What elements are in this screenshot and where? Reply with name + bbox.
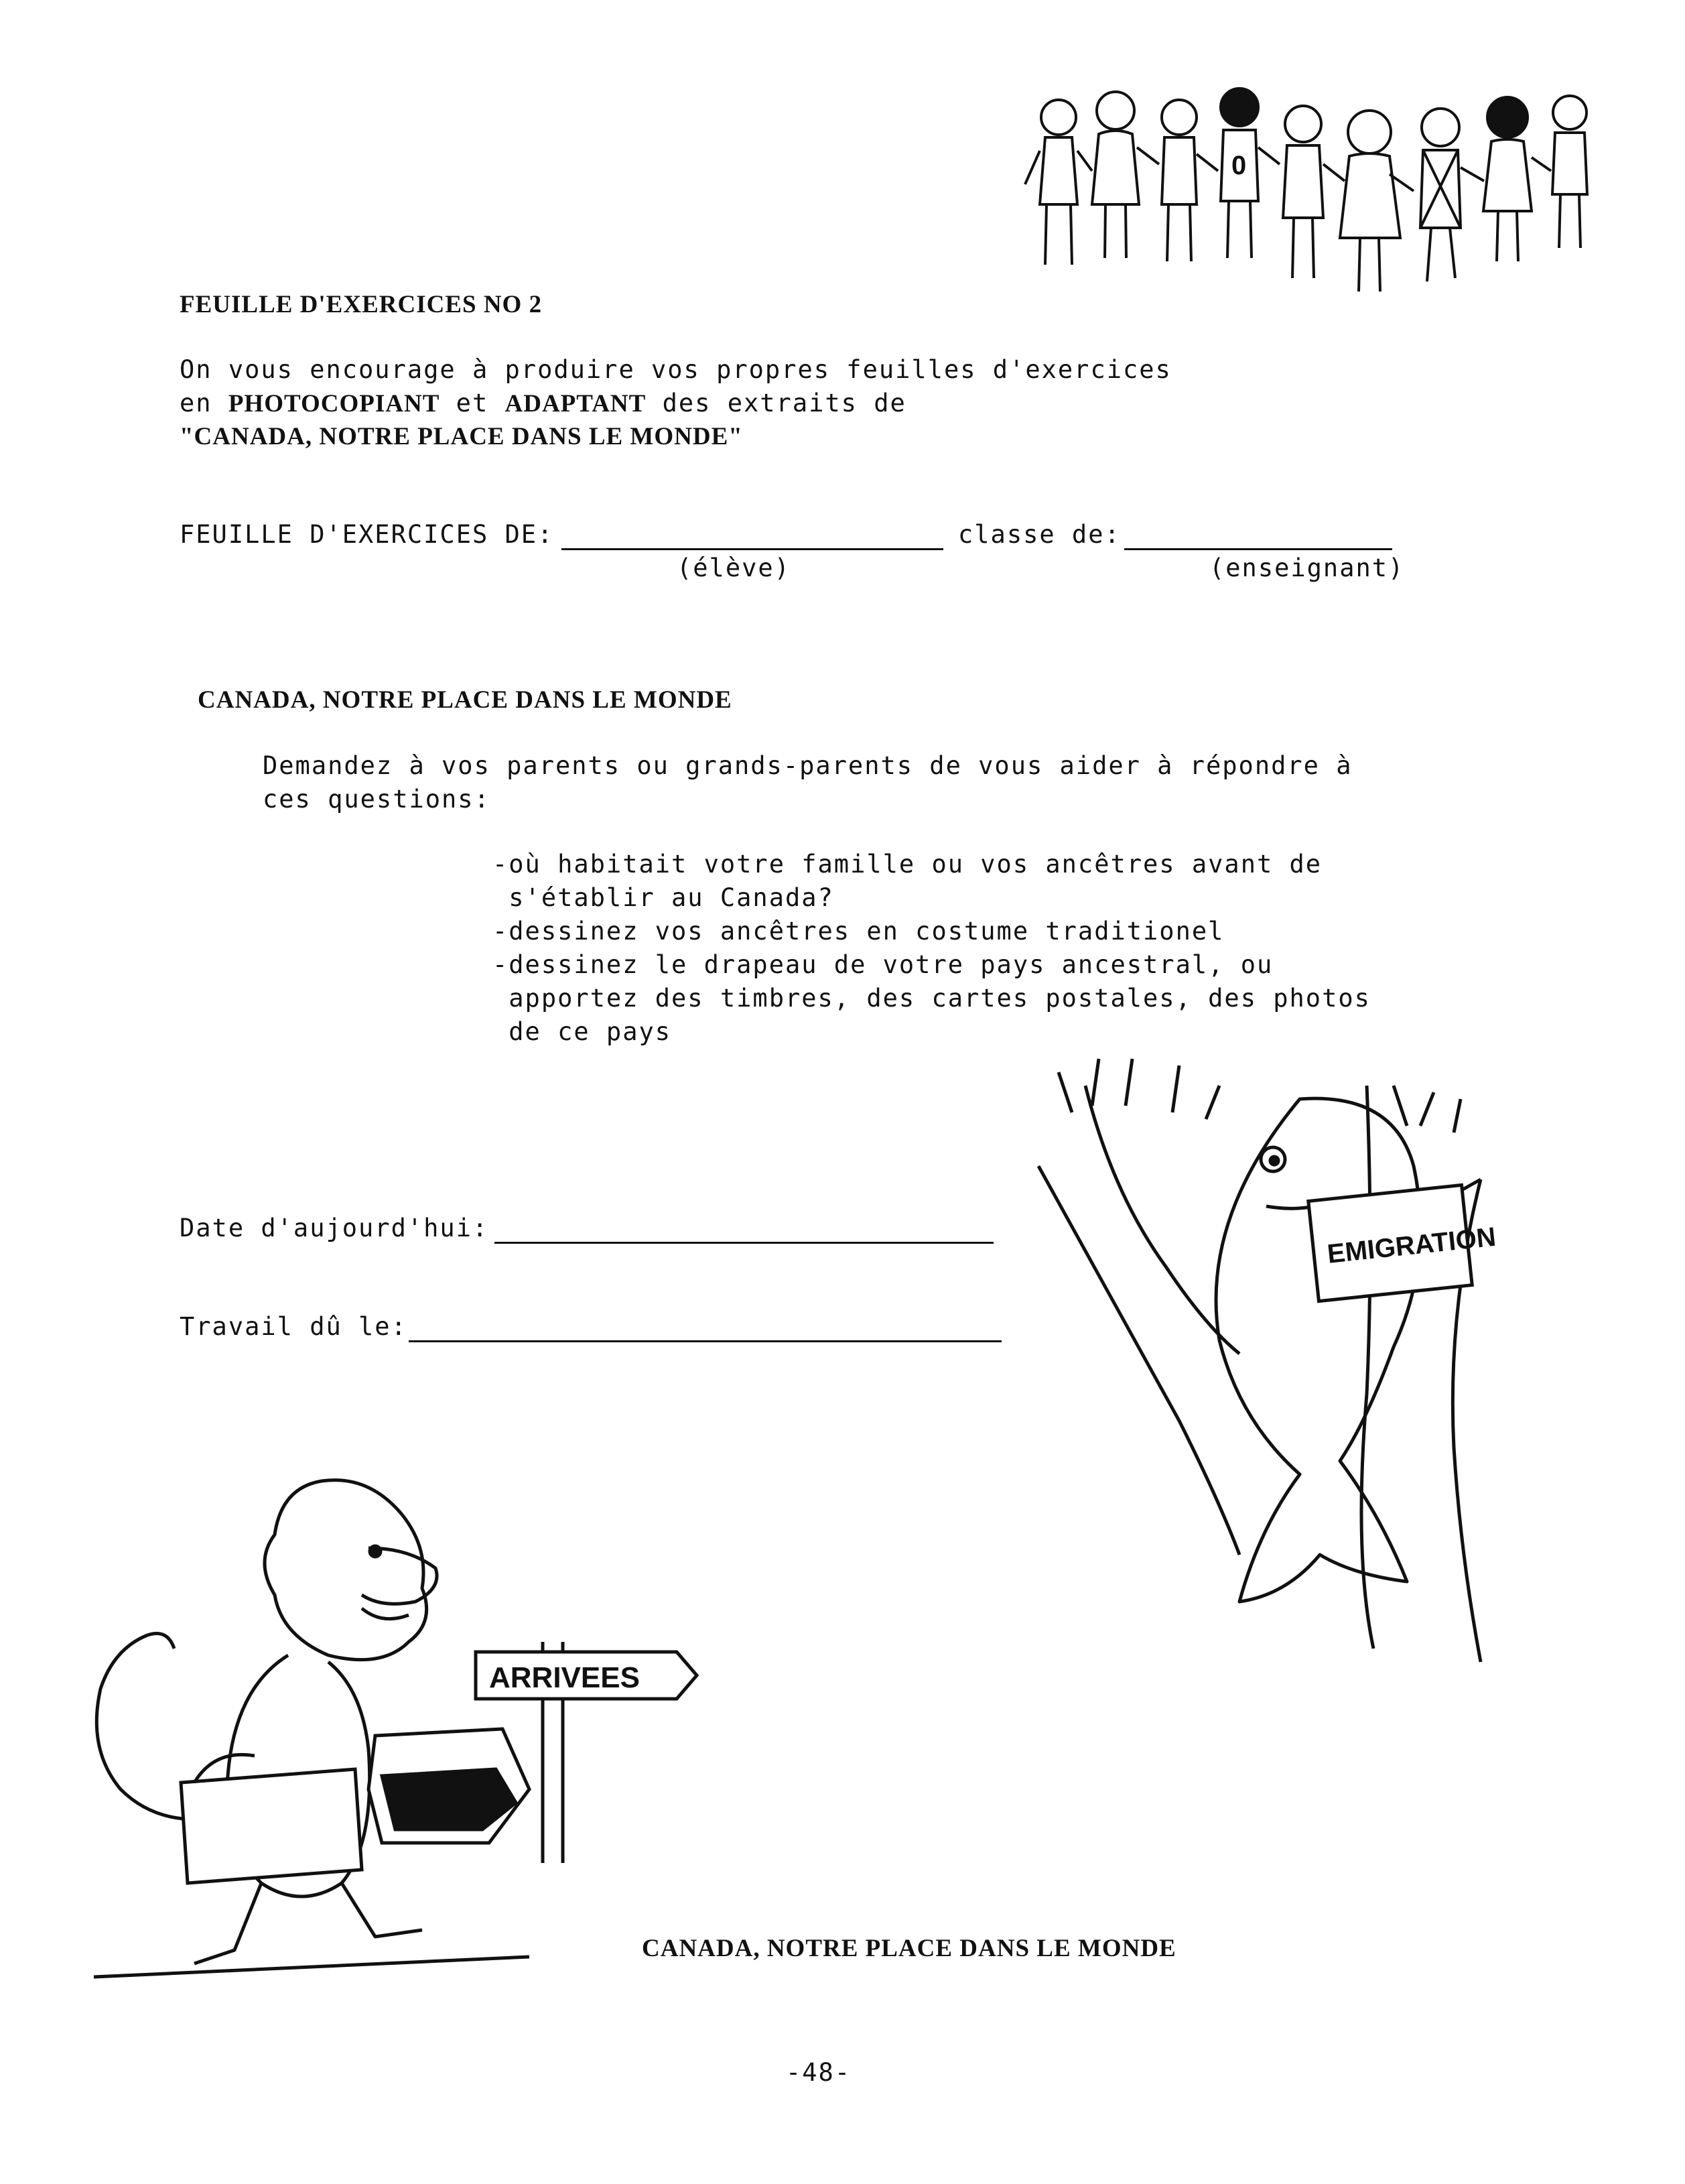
footer-caption: CANADA, NOTRE PLACE DANS LE MONDE: [642, 1935, 1176, 1962]
teacher-caption: (enseignant): [1209, 554, 1405, 582]
class-label: classe de:: [958, 520, 1121, 549]
today-date-field[interactable]: [494, 1242, 994, 1244]
teacher-name-field[interactable]: [1124, 548, 1392, 550]
emigration-sign: EMIGRATION: [1325, 1222, 1497, 1269]
worksheet-title: FEUILLE D'EXERCICES NO 2: [180, 291, 543, 318]
instructions-line2: ces questions:: [263, 785, 490, 814]
instructions-line1: Demandez à vos parents ou grands-parents de vous aider à répondre à: [263, 751, 1353, 780]
fish-in-tree-icon: [1018, 1045, 1554, 1682]
question-1-line1: -où habitait votre famille ou vos ancêtres avant de: [492, 850, 1323, 879]
question-2-line1: -dessinez vos ancêtres en costume traditionel: [492, 917, 1225, 946]
student-caption: (élève): [677, 554, 791, 582]
student-name-field[interactable]: [561, 548, 943, 550]
question-3-line1: -dessinez le drapeau de votre pays ancestral, ou: [492, 950, 1274, 979]
due-date-field[interactable]: [409, 1340, 1002, 1342]
question-3-line2: apportez des timbres, des cartes postales, des photos: [492, 984, 1371, 1013]
intro-text-line3: "CANADA, NOTRE PLACE DANS LE MONDE": [180, 423, 743, 450]
adaptant-emphasis: ADAPTANT: [504, 390, 647, 417]
intro-text-line1: On vous encourage à produire vos propres feuilles d'exercices: [180, 355, 1172, 384]
question-3-line3: de ce pays: [492, 1017, 672, 1046]
svg-text:0: 0: [1231, 151, 1247, 180]
page-number: -48-: [786, 2058, 852, 2087]
arrivals-sign: ARRIVEES: [489, 1661, 640, 1694]
children-holding-hands-icon: [1018, 84, 1608, 305]
photocopiant-emphasis: PHOTOCOPIANT: [228, 390, 440, 417]
question-1-line2: s'établir au Canada?: [492, 883, 834, 912]
student-name-label: FEUILLE D'EXERCICES DE:: [180, 520, 554, 549]
lion-with-suitcases-icon: [60, 1468, 730, 1997]
intro-text-line2: en PHOTOCOPIANT et ADAPTANT des extraits de: [180, 389, 906, 417]
today-date-label: Date d'aujourd'hui:: [180, 1214, 489, 1242]
due-date-label: Travail dû le:: [180, 1312, 407, 1341]
section-heading: CANADA, NOTRE PLACE DANS LE MONDE: [198, 686, 732, 714]
